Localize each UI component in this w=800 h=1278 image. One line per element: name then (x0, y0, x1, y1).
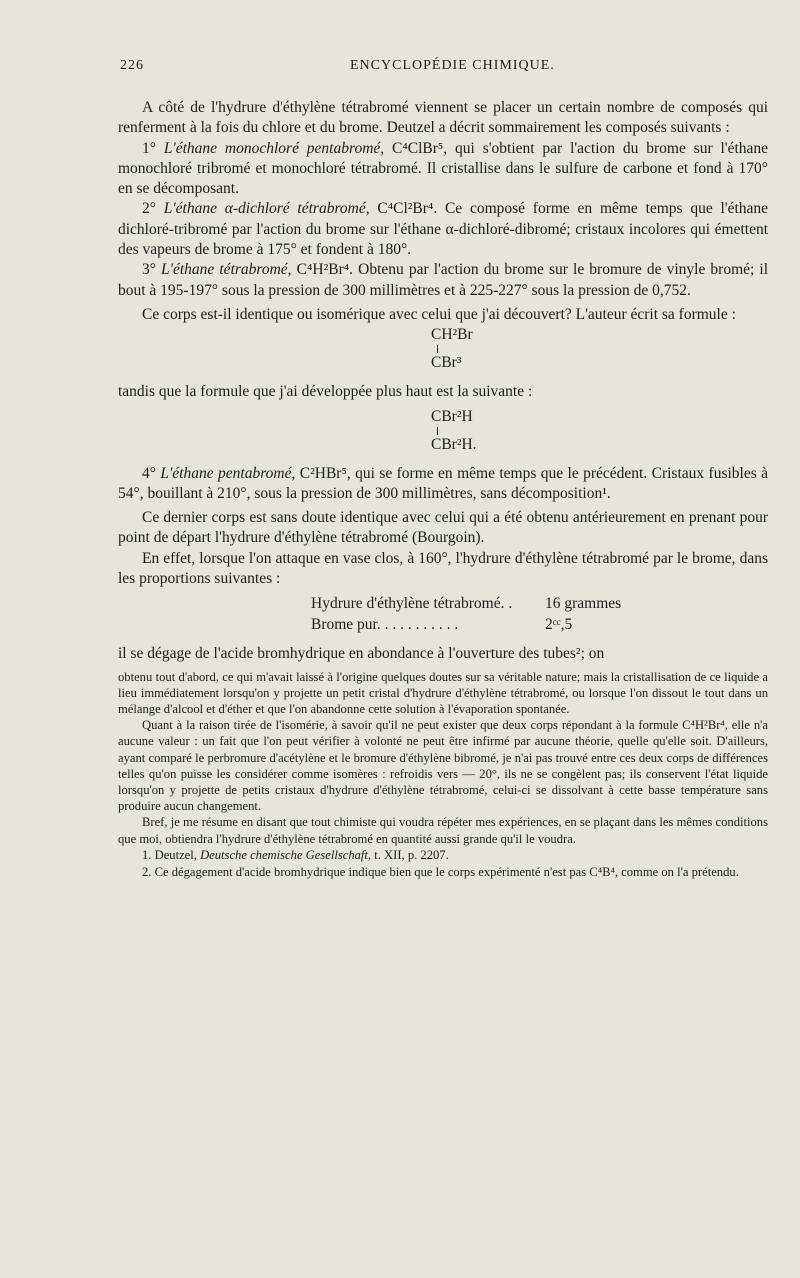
item-2-number: 2° (142, 200, 156, 218)
small-print-section (118, 669, 768, 847)
item-1 (118, 139, 768, 200)
question-paragraph: Ce corps est-il identique ou isomérique avec celui que j'ai découvert? L'auteur écrit sa formule : (142, 305, 736, 323)
item-2 (118, 199, 768, 260)
item-4-number: 4° (142, 464, 156, 482)
formula-b-top: CBr²H (431, 407, 473, 425)
item-2-name: L'éthane α-dichloré tétrabromé, (163, 200, 370, 218)
formula-a-top: CH²Br (431, 326, 473, 344)
item-1-name: L'éthane monochloré pentabromé, (163, 139, 385, 157)
effect-paragraph: En effet, lorsque l'on attaque en vase clos, à 160°, l'hydrure d'éthylène tétrabromé par le brome, dans les proportions suivantes : (118, 549, 768, 588)
item-1-number: 1° (142, 139, 156, 157)
footnote-1-author: Deutzel, (154, 847, 197, 862)
item-3-text: Obtenu par l'action du brome sur le bromure de vinyle bromé; il bout à 195-197° sous la pression de 300 millimètres et à 225-227° sous la pression de 0,752. (118, 261, 769, 299)
footnote-2 (118, 864, 768, 881)
formula-a-bottom: CBr³ (431, 354, 462, 372)
item-4-formula: C²HBr⁵, (299, 464, 351, 482)
item-1-text: qui s'obtient par l'action du brome sur l'éthane monochloré tribromé et monochloré tétrabromé. Il cristallise dans le sulfure de carbone et fond à 170° en se décomposant. (118, 139, 769, 198)
ingredient-quantity: 2ᶜᶜ,5 (545, 616, 573, 634)
ingredient-quantity: 16 grammes (545, 595, 622, 613)
item-2-formula: C⁴Cl²Br⁴. (377, 200, 438, 218)
item-3-number: 3° (142, 261, 156, 279)
footnote-1-journal: Deutsche chemische Gesellschaft, (200, 847, 372, 862)
item-1-formula: C⁴ClBr⁵, (392, 139, 448, 157)
ingredient-row (311, 593, 768, 614)
small-paragraph-1: obtenu tout d'abord, ce qui m'avait laissé à l'origine quelques doutes sur sa véritable nature; mais la cristallisation de ce liquide a lieu immédiatement lorsqu'on y projette un petit cristal d'hydrure d'éthylène tétrabromé, ou lorsque l'on dissout le tout dans un mélange d'alcool et d'éther et que l'on abandonne cette solution à l'évaporation spontanée. (118, 669, 768, 717)
page-number: 226 (120, 58, 144, 73)
ingredient-name: Hydrure d'éthylène tétrabromé. . (311, 595, 513, 613)
formula-b (431, 407, 768, 455)
ingredient-row (311, 614, 768, 635)
footnote-1 (118, 847, 768, 864)
ingredient-name: Brome pur. . . . . . . . . . . (311, 616, 459, 634)
small-paragraph-2: Quant à la raison tirée de l'isomérie, à savoir qu'il ne peut exister que deux corps répondant à la formule C⁴H²Br⁴, elle n'a aucune valeur : un fait que l'on peut vérifier à volonté ne peut être infirmé par aucune théorie, quelle qu'elle soit. D'ailleurs, ayant comparé le perbromure d'acétylène et le bromure d'éthylène bibromé, je n'ai pas trouvé entre ces deux corps de différences telles qu'on puisse les considérer comme isomères : refroidis vers — 20°, ils ne se congèlent pas; ils conservent l'état liquide lorsqu'on y projette de petits cristaux d'hydrure d'éthylène tétrabromé, celui-ci se dissolvant à cette basse température sans produire aucun changement. (118, 718, 768, 814)
page-body (118, 98, 768, 881)
formula-b-bond (437, 427, 438, 435)
page-header (120, 58, 680, 80)
footnote-2-text: Ce dégagement d'acide bromhydrique indique bien que le corps expérimenté n'est pas C⁴B⁴, comme on l'a prétendu. (154, 864, 739, 879)
item-4-name: L'éthane pentabromé, (160, 464, 296, 482)
item-4-text: qui se forme en même temps que le précédent. Cristaux fusibles à 54°, bouillant à 210°, sous la pression de 300 millimètres, sans décomposition¹. (118, 464, 769, 502)
transition-paragraph: tandis que la formule que j'ai développée plus haut est la suivante : (118, 383, 533, 401)
footnote-1-reference: t. XII, p. 2207. (374, 847, 449, 862)
item-4 (118, 464, 768, 505)
footnotes (118, 847, 768, 881)
item-3-name: L'éthane tétrabromé, (161, 261, 292, 279)
item-3-formula: C⁴H²Br⁴. (296, 261, 354, 279)
footnote-1-number: 1. (142, 847, 152, 862)
small-paragraph-3: Bref, je me résume en disant que tout chimiste qui voudra répéter mes expériences, en se plaçant dans les mêmes conditions que moi, obtiendra l'hydrure d'éthylène tétrabromé en quantité aussi grande qu'il le voudra. (118, 815, 768, 846)
item-2-text: Ce composé forme en même temps que l'éthane dichloré-tribromé par l'action du brome sur l'éthane α-dichloré-dibromé; cristaux incolores qui émettent des vapeurs de brome à 175° et fondent à 180°. (118, 200, 769, 259)
formula-b-bottom: CBr²H. (431, 435, 477, 453)
formula-a-bond (437, 345, 438, 353)
result-paragraph: il se dégage de l'acide bromhydrique en abondance à l'ouverture des tubes²; on (118, 645, 605, 663)
ingredients-list (311, 593, 768, 635)
identity-paragraph: Ce dernier corps est sans doute identique avec celui qui a été obtenu antérieurement en prenant pour point de départ l'hydrure d'éthylène tétrabromé (Bourgoin). (118, 509, 768, 547)
formula-a (431, 325, 768, 373)
item-3 (118, 260, 768, 301)
running-title: ENCYCLOPÉDIE CHIMIQUE. (350, 58, 555, 73)
intro-paragraph: A côté de l'hydrure d'éthylène tétrabromé viennent se placer un certain nombre de composés qui renferment à la fois du chlore et du brome. Deutzel a décrit sommairement les composés suivants : (118, 99, 768, 137)
footnote-2-number: 2. (142, 864, 152, 879)
